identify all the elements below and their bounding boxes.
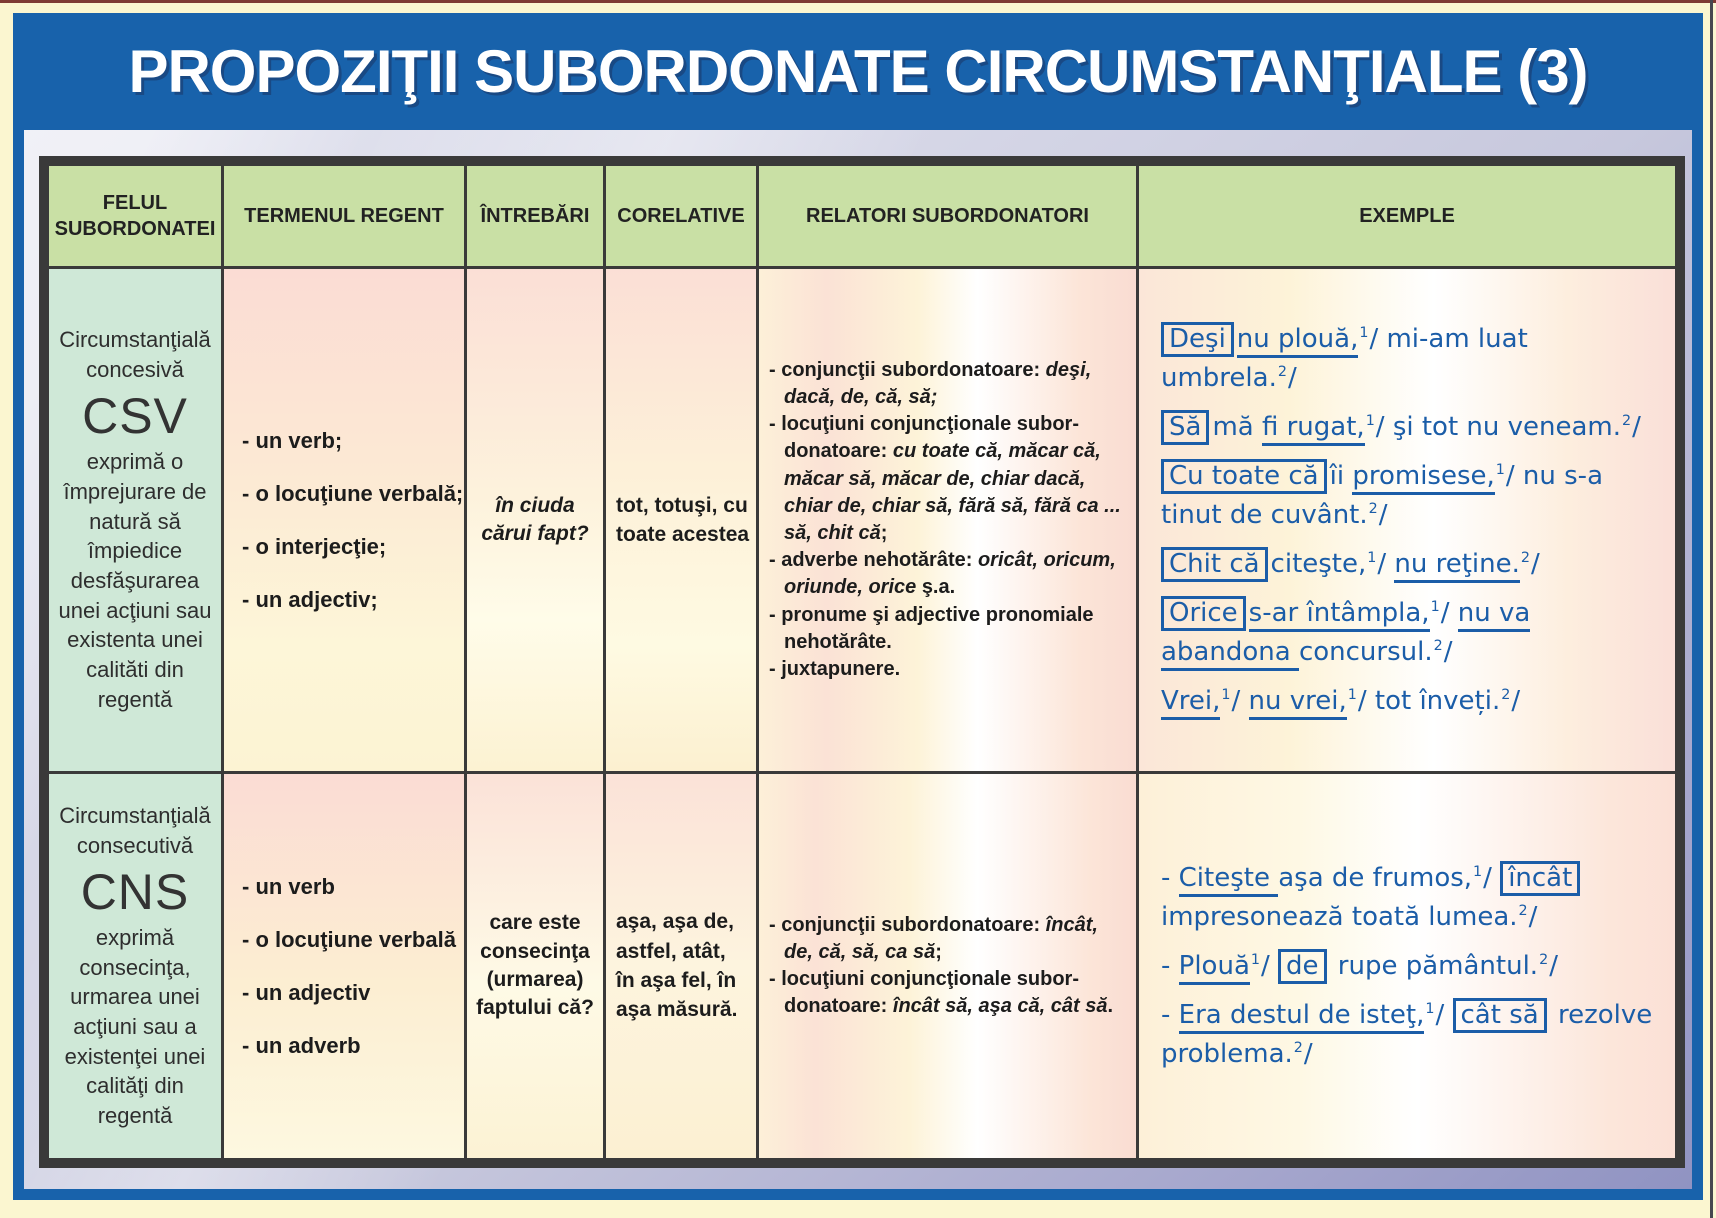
relator-line — [769, 656, 1132, 683]
examples-cell — [1139, 774, 1675, 1158]
scan-right-edge-line — [1710, 0, 1713, 1218]
underlined-phrase: nu reţine. — [1394, 549, 1520, 583]
conjunction-box: Să — [1161, 410, 1209, 446]
example-text: / — [1377, 548, 1395, 579]
clause-index-superscript: 1 — [1347, 686, 1357, 703]
example-text: / — [1435, 999, 1453, 1030]
example-text: / — [1287, 362, 1297, 393]
example-sentence — [1161, 457, 1665, 535]
column-header-termenul-regent: TERMENUL REGENT — [224, 166, 464, 266]
underlined-phrase: nu plouă, — [1237, 324, 1359, 358]
example-text: / — [1531, 548, 1540, 579]
clause-type-description: exprimă consecinţa, urmarea unei acţiuni sau a existenţei unei calităţi din regentă — [64, 925, 206, 1129]
regent-terms-cell — [224, 774, 464, 1158]
example-text: - — [1161, 950, 1179, 981]
underlined-phrase: fi rugat, — [1262, 412, 1365, 446]
example-text: - — [1161, 862, 1179, 893]
relator-label: - conjuncţii subordonatoare: — [769, 358, 1046, 381]
example-text: impresonează toată lumea. — [1161, 901, 1518, 932]
regent-term-item: - o locuţiune verbală; — [242, 480, 464, 506]
column-header-intrebari: ÎNTREBĂRI — [467, 166, 603, 266]
relator-label: - juxtapunere. — [769, 657, 901, 680]
clause-type-name: Circumstanţială consecutivă — [59, 803, 211, 858]
conjunction-box: Chit că — [1161, 547, 1268, 583]
clause-index-superscript: 2 — [1520, 549, 1531, 566]
clause-type-abbr: CSV — [82, 387, 188, 444]
clause-index-superscript: 1 — [1430, 598, 1440, 615]
relator-line — [769, 966, 1132, 1020]
relator-line — [769, 912, 1132, 966]
clause-type-cell-csv — [49, 269, 221, 771]
example-sentence — [1161, 996, 1665, 1074]
clause-index-superscript: 2 — [1539, 951, 1549, 968]
example-text: / şi tot nu veneam. — [1375, 411, 1622, 442]
relator-label: - adverbe nehotărâte: — [769, 549, 978, 572]
page-title: PROPOZIŢII SUBORDONATE CIRCUMSTANŢIALE (3) — [128, 38, 1588, 105]
regent-term-item: - o locuţiune verbală — [242, 926, 456, 952]
underlined-phrase: Vrei, — [1161, 686, 1220, 720]
relator-word-italic: încât, de, că, să, ca să — [784, 913, 1098, 963]
title-bar — [13, 13, 1703, 130]
conjunction-box: încât — [1500, 861, 1580, 897]
example-text: citeşte, — [1270, 548, 1367, 579]
example-text: / — [1261, 950, 1279, 981]
regent-term-item: - un adjectiv; — [242, 586, 378, 612]
example-sentence — [1161, 408, 1665, 447]
clause-index-superscript: 2 — [1293, 1039, 1303, 1056]
clause-index-superscript: 1 — [1359, 324, 1369, 341]
relators-cell — [759, 774, 1136, 1158]
relator-label: - locuţiuni conjuncţionale subor-donatoare: — [769, 413, 1079, 463]
example-text: îi — [1329, 460, 1353, 491]
correlatives-cell: aşa, aşa de, astfel, atât, în aşa fel, în aşa măsură. — [606, 774, 756, 1158]
example-text: / — [1483, 862, 1501, 893]
clause-index-superscript: 2 — [1277, 363, 1287, 380]
example-text: / — [1231, 685, 1249, 716]
example-text: / — [1443, 636, 1453, 667]
relator-label: - conjuncţii subordonatoare: — [769, 913, 1046, 936]
regent-term-item: - un verb — [242, 873, 335, 899]
clause-type-description: exprimă o împrejurare de natură să împiedice desfăşurarea unei acţiuni sau existenta unei calităti din regentă — [58, 449, 212, 712]
column-header-felul: FELUL SUBORDONATEI — [49, 166, 221, 266]
regent-term-item: - un verb; — [242, 427, 343, 453]
relator-label: ; — [880, 522, 888, 544]
example-text: / nu s-a tinut de cuvânt. — [1161, 460, 1603, 530]
relator-word-italic: încât să, aşa că, cât să — [892, 995, 1108, 1018]
relator-line — [769, 357, 1132, 411]
examples-cell — [1139, 269, 1675, 771]
example-text: / — [1632, 411, 1641, 442]
conjunction-box: Orice — [1161, 596, 1246, 632]
clause-index-superscript: 1 — [1365, 412, 1375, 429]
conjunction-box: Deşi — [1161, 322, 1234, 358]
underlined-phrase: nu va abandona — [1161, 598, 1530, 671]
clause-index-superscript: 1 — [1221, 686, 1231, 703]
underlined-phrase: promisese, — [1352, 461, 1494, 495]
clause-index-superscript: 1 — [1495, 461, 1505, 478]
example-text: / — [1549, 950, 1558, 981]
relator-label: ş.a. — [921, 576, 956, 599]
example-sentence — [1161, 947, 1665, 986]
scan-top-edge-line — [0, 0, 1716, 3]
example-text: / — [1303, 1038, 1313, 1069]
clause-index-superscript: 1 — [1473, 863, 1483, 880]
clause-index-superscript: 2 — [1518, 902, 1528, 919]
clause-index-superscript: 1 — [1367, 549, 1377, 566]
relator-label: - pronume şi adjective pronomiale nehotărâte. — [769, 603, 1094, 653]
underlined-phrase: Plouă — [1179, 951, 1250, 985]
clause-type-cell-cns — [49, 774, 221, 1158]
example-text: mă — [1212, 411, 1262, 442]
example-text: / — [1378, 499, 1388, 530]
relator-line — [769, 411, 1132, 547]
relator-line — [769, 547, 1132, 601]
relator-word-italic: cu toate că, măcar că, măcar să, măcar de, chiar dacă, chiar de, chiar să, fără să, fără ca ... să, chit că — [784, 440, 1121, 544]
relators-cell — [759, 269, 1136, 771]
example-sentence — [1161, 594, 1665, 672]
regent-term-item: - un adjectiv — [242, 979, 371, 1005]
clause-type-abbr: CNS — [80, 863, 190, 920]
questions-cell: care este consecinţa (urmarea) faptului că? — [467, 774, 603, 1158]
clause-index-superscript: 2 — [1433, 637, 1443, 654]
example-sentence — [1161, 859, 1665, 937]
regent-terms-cell — [224, 269, 464, 771]
clause-index-superscript: 1 — [1250, 951, 1260, 968]
conjunction-box: Cu toate că — [1161, 459, 1327, 495]
example-text: / — [1440, 597, 1458, 628]
poster-panel — [13, 13, 1703, 1200]
clause-index-superscript: 2 — [1501, 686, 1511, 703]
relator-label: - locuţiuni conjuncţionale subor-donatoare: — [769, 968, 1079, 1018]
conjunction-box: cât să — [1453, 998, 1547, 1034]
example-sentence — [1161, 545, 1665, 584]
example-text: / — [1511, 685, 1521, 716]
example-text: / — [1528, 901, 1538, 932]
column-header-corelative: CORELATIVE — [606, 166, 756, 266]
underlined-phrase: s-ar întâmpla, — [1249, 598, 1430, 632]
example-sentence — [1161, 682, 1665, 721]
example-text: rupe pământul. — [1329, 950, 1539, 981]
clause-index-superscript: 2 — [1622, 412, 1632, 429]
example-sentence — [1161, 320, 1665, 398]
example-text: - — [1161, 999, 1179, 1030]
column-header-exemple: EXEMPLE — [1139, 166, 1675, 266]
example-text: / tot înveți. — [1357, 685, 1501, 716]
relator-word-italic: oricât, oricum, oriunde, orice — [784, 549, 1116, 599]
conjunction-box: de — [1278, 949, 1327, 985]
relator-label: ; — [935, 940, 942, 963]
relator-line — [769, 602, 1132, 656]
underlined-phrase: nu vrei, — [1249, 686, 1347, 720]
clause-index-superscript: 1 — [1425, 1000, 1435, 1017]
correlatives-cell: tot, totuşi, cu toate acestea — [606, 269, 756, 771]
grammar-table — [39, 156, 1685, 1168]
example-text: aşa de frumos, — [1278, 862, 1473, 893]
relator-label: . — [1107, 995, 1114, 1018]
questions-cell: în ciuda cărui fapt? — [467, 269, 603, 771]
regent-term-item: - un adverb — [242, 1032, 361, 1058]
clause-type-name: Circumstanţială concesivă — [59, 327, 211, 383]
underlined-phrase: Era destul de isteţ, — [1179, 1000, 1425, 1034]
regent-term-item: - o interjecţie; — [242, 533, 387, 559]
example-text: concursul. — [1298, 636, 1433, 667]
example-text: / mi-am luat umbrela. — [1161, 323, 1528, 393]
relator-word-italic: deşi, dacă, de, că, să; — [784, 358, 1092, 409]
inner-panel — [24, 130, 1692, 1189]
example-text: rezolve problema. — [1161, 999, 1653, 1069]
underlined-phrase: Citeşte — [1179, 863, 1279, 897]
column-header-relatori: RELATORI SUBORDONATORI — [759, 166, 1136, 266]
clause-index-superscript: 2 — [1368, 500, 1378, 517]
